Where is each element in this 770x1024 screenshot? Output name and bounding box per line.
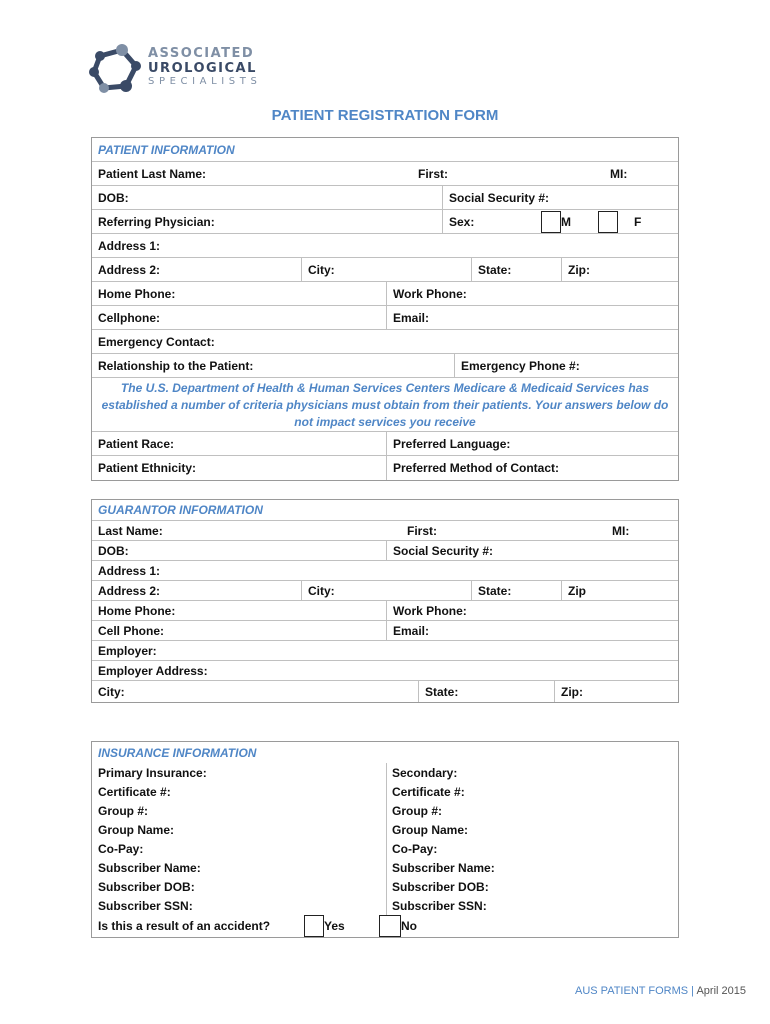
guarantor-address1-field[interactable]: Address 1: [98, 563, 161, 578]
emergency-contact-row [92, 330, 678, 354]
patient-address1-field[interactable]: Address 1: [98, 238, 161, 253]
molecule-logo-icon [89, 44, 141, 93]
patient-mi-field[interactable]: MI: [610, 166, 628, 181]
employer-field[interactable]: Employer: [98, 643, 157, 658]
employer-address-field[interactable]: Employer Address: [98, 663, 208, 678]
patient-zip-field[interactable]: Zip: [561, 258, 590, 281]
patient-header-row [92, 138, 678, 162]
secondary-group-name-field[interactable]: Group Name: [392, 822, 469, 837]
employer-zip-field[interactable]: Zip: [554, 681, 583, 702]
logo-line-2: UROLOGICAL [148, 61, 257, 76]
patient-race-field[interactable]: Patient Race: [98, 436, 175, 451]
logo-wordmark [148, 47, 261, 87]
guarantor-zip-field[interactable]: Zip [561, 581, 586, 600]
guarantor-information-section [91, 499, 679, 703]
footer-brand: AUS PATIENT FORMS [575, 985, 689, 997]
insurance-certificate-row [92, 782, 678, 801]
footer-date: April 2015 [696, 985, 746, 997]
footer-separator: | [691, 985, 694, 997]
primary-group-field[interactable]: Group #: [98, 803, 148, 818]
guarantor-work-phone-field[interactable]: Work Phone: [386, 601, 467, 620]
guarantor-state-field[interactable]: State: [471, 581, 511, 600]
emergency-phone-field[interactable]: Emergency Phone #: [454, 354, 580, 377]
patient-ethnicity-field[interactable]: Patient Ethnicity: [98, 461, 197, 475]
accident-no-label: No [401, 919, 417, 933]
employer-city-field[interactable]: City: [98, 684, 125, 699]
patient-address2-row [92, 258, 678, 282]
secondary-subscriber-dob-field[interactable]: Subscriber DOB: [392, 879, 489, 894]
race-row [92, 432, 678, 456]
secondary-insurance-field[interactable]: Secondary: [392, 765, 458, 780]
patient-first-name-field[interactable]: First: [418, 166, 448, 181]
insurance-group-name-row [92, 820, 678, 839]
patient-ssn-field[interactable]: Social Security #: [442, 186, 549, 209]
guarantor-first-name-field[interactable]: First: [407, 523, 437, 538]
patient-dob-row [92, 186, 678, 210]
secondary-group-field[interactable]: Group #: [392, 803, 442, 818]
patient-dob-field[interactable]: DOB: [98, 190, 129, 205]
guarantor-city-field[interactable]: City: [301, 581, 335, 600]
sex-m-label: M [561, 214, 571, 229]
primary-subscriber-name-field[interactable]: Subscriber Name: [98, 860, 201, 875]
guarantor-address2-field[interactable]: Address 2: [98, 583, 161, 598]
guarantor-address2-row [92, 581, 678, 601]
sex-m-checkbox[interactable] [541, 211, 561, 233]
patient-referring-row [92, 210, 678, 234]
patient-home-phone-field[interactable]: Home Phone: [98, 286, 176, 301]
insurance-group-row [92, 801, 678, 820]
insurance-section-header: INSURANCE INFORMATION [98, 745, 257, 760]
insurance-header-row [92, 742, 678, 763]
insurance-information-section [91, 741, 679, 938]
preferred-contact-method-field[interactable]: Preferred Method of Contact: [386, 456, 559, 480]
patient-address1-row [92, 234, 678, 258]
guarantor-last-name-field[interactable]: Last Name: [98, 523, 163, 538]
insurance-subscriber-name-row [92, 858, 678, 877]
insurance-copay-row [92, 839, 678, 858]
primary-group-name-field[interactable]: Group Name: [98, 822, 175, 837]
patient-state-field[interactable]: State: [471, 258, 511, 281]
logo-line-3: SPECIALISTS [148, 76, 262, 87]
guarantor-dob-row [92, 541, 678, 561]
secondary-certificate-field[interactable]: Certificate #: [392, 784, 465, 799]
accident-no-checkbox[interactable] [379, 915, 401, 937]
primary-certificate-field[interactable]: Certificate #: [98, 784, 171, 799]
insurance-primary-row [92, 763, 678, 782]
referring-physician-field[interactable]: Referring Physician: [98, 214, 215, 229]
relationship-row [92, 354, 678, 378]
patient-information-section [91, 137, 679, 481]
employer-city-row [92, 681, 678, 702]
patient-work-phone-field[interactable]: Work Phone: [386, 282, 467, 305]
patient-address2-field[interactable]: Address 2: [98, 262, 161, 277]
cms-notice: The U.S. Department of Health & Human Services Centers Medicare & Medicaid Services has established a number of criteria physicians must obtain from their patients. Your answers below do not impact services you receive [101, 381, 669, 429]
patient-cell-row [92, 306, 678, 330]
accident-question-label: Is this a result of an accident? [98, 919, 271, 933]
insurance-subscriber-ssn-row [92, 896, 678, 915]
patient-name-row [92, 162, 678, 186]
ethnicity-row [92, 456, 678, 480]
page-title: PATIENT REGISTRATION FORM [271, 107, 499, 124]
primary-subscriber-ssn-field[interactable]: Subscriber SSN: [98, 898, 193, 913]
sex-f-label: F [634, 214, 642, 229]
secondary-copay-field[interactable]: Co-Pay: [392, 841, 438, 856]
patient-city-field[interactable]: City: [301, 258, 335, 281]
employer-address-row [92, 661, 678, 681]
guarantor-cell-phone-field[interactable]: Cell Phone: [98, 623, 165, 638]
emergency-contact-field[interactable]: Emergency Contact: [98, 334, 215, 349]
sex-f-checkbox[interactable] [598, 211, 618, 233]
secondary-subscriber-name-field[interactable]: Subscriber Name: [392, 860, 495, 875]
primary-subscriber-dob-field[interactable]: Subscriber DOB: [98, 879, 195, 894]
page-footer [575, 985, 746, 997]
patient-phone-row [92, 282, 678, 306]
guarantor-phone-row [92, 601, 678, 621]
accident-yes-checkbox[interactable] [304, 915, 324, 937]
guarantor-mi-field[interactable]: MI: [612, 523, 630, 538]
patient-last-name-field[interactable]: Patient Last Name: [98, 166, 207, 181]
guarantor-email-field[interactable]: Email: [386, 621, 429, 640]
guarantor-cell-row [92, 621, 678, 641]
employer-row [92, 641, 678, 661]
guarantor-section-header: GUARANTOR INFORMATION [98, 503, 263, 517]
guarantor-home-phone-field[interactable]: Home Phone: [98, 603, 176, 618]
sex-label: Sex: [442, 210, 474, 233]
patient-cellphone-field[interactable]: Cellphone: [98, 310, 160, 325]
employer-state-field[interactable]: State: [418, 681, 458, 702]
logo-line-1: ASSOCIATED [148, 46, 255, 61]
guarantor-name-row [92, 521, 678, 541]
preferred-language-field[interactable]: Preferred Language: [386, 432, 510, 455]
guarantor-header-row [92, 500, 678, 521]
patient-email-field[interactable]: Email: [386, 306, 429, 329]
insurance-subscriber-dob-row [92, 877, 678, 896]
relationship-field[interactable]: Relationship to the Patient: [98, 358, 254, 373]
accident-yes-label: Yes [324, 919, 345, 933]
guarantor-address1-row [92, 561, 678, 581]
guarantor-ssn-field[interactable]: Social Security #: [386, 541, 493, 560]
guarantor-dob-field[interactable]: DOB: [98, 543, 129, 558]
patient-section-header: PATIENT INFORMATION [98, 142, 235, 157]
insurance-accident-row [92, 915, 678, 937]
notice-row [92, 378, 678, 432]
secondary-subscriber-ssn-field[interactable]: Subscriber SSN: [392, 898, 487, 913]
primary-insurance-field[interactable]: Primary Insurance: [98, 765, 207, 780]
primary-copay-field[interactable]: Co-Pay: [98, 841, 144, 856]
